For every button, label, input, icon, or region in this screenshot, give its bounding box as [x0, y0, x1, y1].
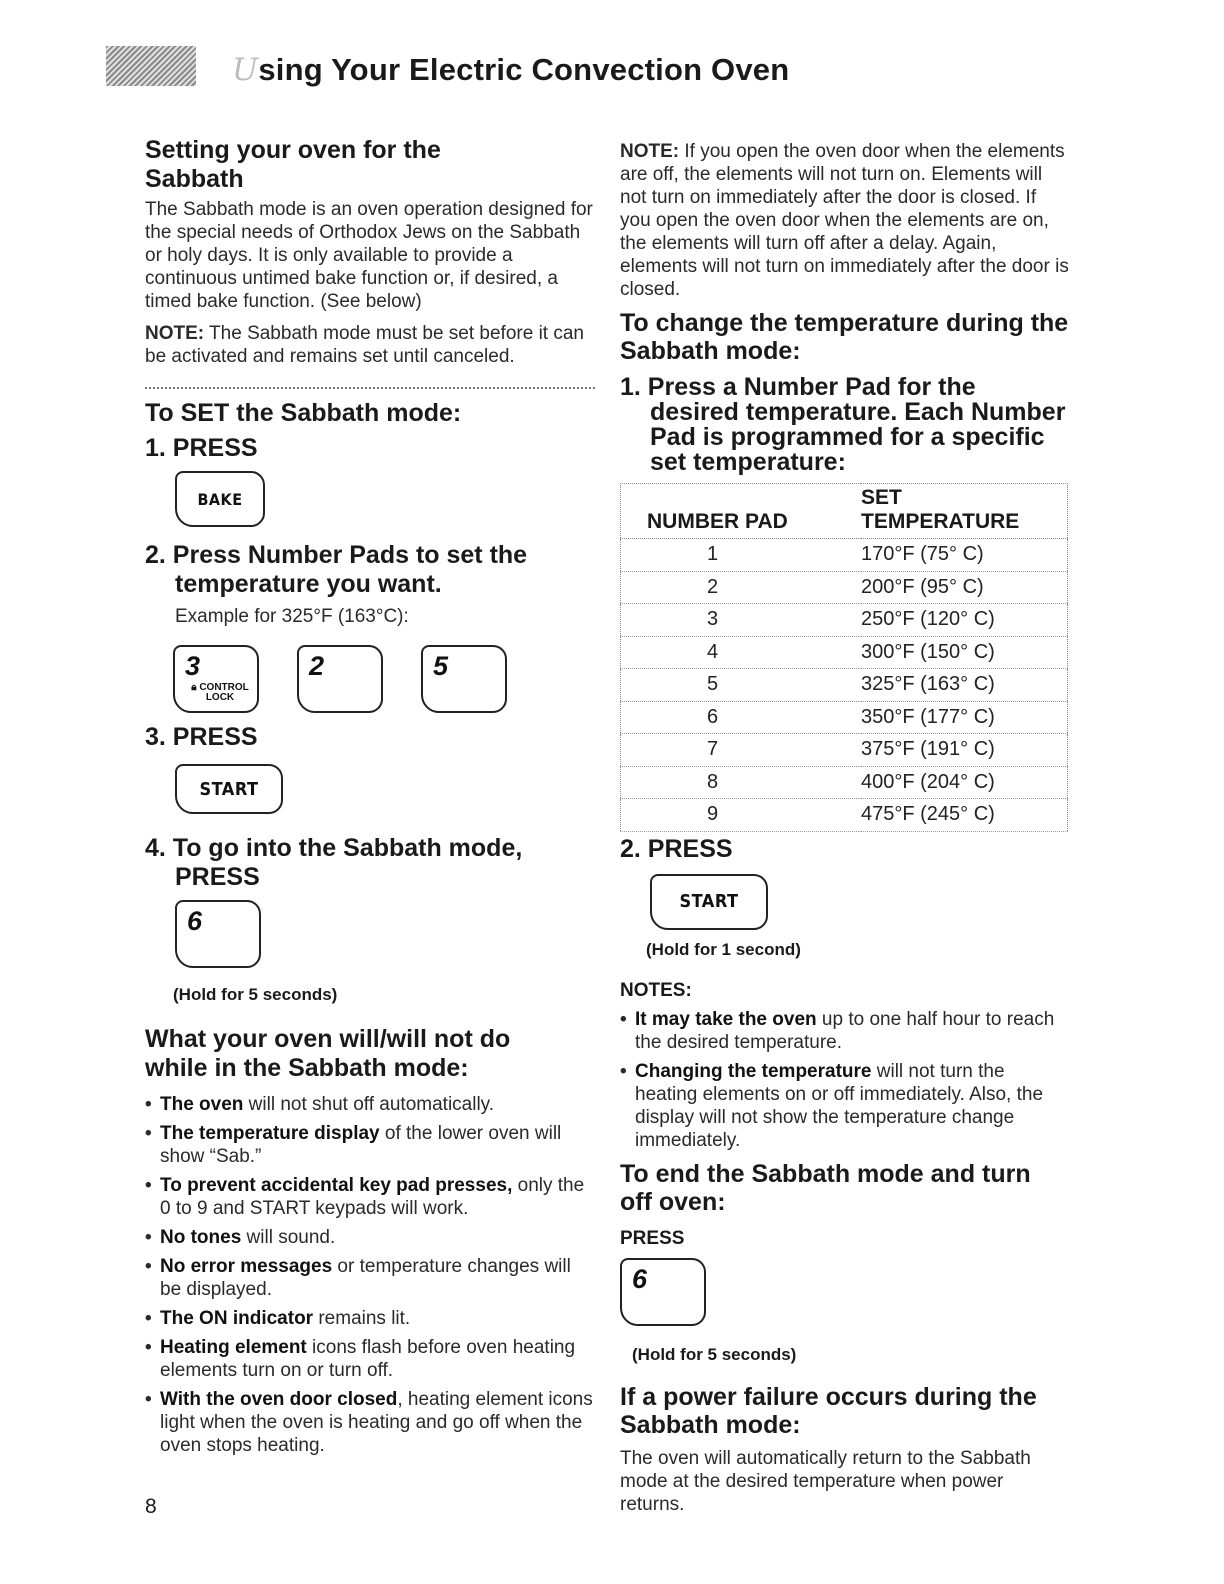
step-3: 3. PRESS — [145, 723, 258, 751]
change-step-2: 2. PRESS — [620, 834, 733, 863]
temperature-cell: 200°F (95° C) — [861, 571, 1068, 604]
table-header — [621, 484, 1068, 539]
door-note: NOTE: If you open the oven door when the elements are off, the elements will not turn on. Elements will not turn on immediately after the door is closed. If you open the oven door when the elements are on, the elements will turn off after a delay. Again, elements will not turn on immediately after the door is closed. — [620, 141, 1069, 300]
temperature-cell: 400°F (204° C) — [861, 766, 1068, 799]
temperature-cell: 250°F (120° C) — [861, 604, 1068, 637]
list-item: • No tones will sound. — [145, 1226, 595, 1249]
temperature-cell: 375°F (191° C) — [861, 734, 1068, 767]
list-item: • The ON indicator remains lit. — [145, 1307, 595, 1330]
table-row — [621, 734, 1068, 767]
will-heading: What your oven will/will not do while in the Sabbath mode: — [145, 1025, 511, 1082]
list-item: • The oven will not shut off automatically. — [145, 1093, 595, 1116]
number-pad-5: 5 — [421, 645, 507, 713]
page-number: 8 — [145, 1495, 157, 1518]
number-pad-cell: 8 — [621, 766, 862, 799]
number-pad-cell: 1 — [621, 539, 862, 572]
number-pad-cell: 6 — [621, 701, 862, 734]
page-title: Using Your Electric Convection Oven — [232, 52, 790, 88]
list-item: • Changing the temperature will not turn the heating elements on or off immediately. Also, the display will not show the temperature change immediately. — [620, 1060, 1070, 1152]
table-row — [621, 669, 1068, 702]
step-2: 2. Press Number Pads to set the temperature you want. — [145, 541, 528, 598]
control-lock-label: 🔒︎ CONTROL LOCK — [191, 682, 249, 703]
header-decoration — [106, 46, 196, 86]
step-1: 1. PRESS — [145, 434, 258, 462]
table-row — [621, 604, 1068, 637]
start-key-2: START — [650, 874, 768, 930]
number-pad-3: 3 🔒︎ CONTROL LOCK — [173, 645, 259, 713]
table-row — [621, 766, 1068, 799]
note-paragraph: NOTE: The Sabbath mode must be set before it can be activated and remains set until canceled. — [145, 323, 584, 367]
list-item: • Heating element icons flash before oven heating elements turn on or turn off. — [145, 1336, 595, 1382]
temperature-cell: 325°F (163° C) — [861, 669, 1068, 702]
step-4: 4. To go into the Sabbath mode, PRESS — [145, 834, 523, 891]
list-item: • No error messages or temperature changes will be displayed. — [145, 1255, 595, 1301]
temperature-cell: 170°F (75° C) — [861, 539, 1068, 572]
end-heading: To end the Sabbath mode and turn off oven: — [620, 1159, 1031, 1216]
number-pad-6: 6 — [175, 900, 261, 968]
hold-5-seconds-end: (Hold for 5 seconds) — [632, 1344, 797, 1364]
number-pad-cell: 2 — [621, 571, 862, 604]
temperature-cell: 350°F (177° C) — [861, 701, 1068, 734]
table-row — [621, 636, 1068, 669]
table-row — [621, 701, 1068, 734]
number-pad-cell: 5 — [621, 669, 862, 702]
sabbath-heading: Setting your oven for the Sabbath — [145, 136, 441, 193]
col-number-pad: NUMBER PAD — [621, 484, 862, 539]
set-heading: To SET the Sabbath mode: — [145, 399, 462, 427]
end-press: PRESS — [620, 1227, 685, 1249]
change-heading: To change the temperature during the Sabbath mode: — [620, 309, 1069, 365]
number-keys — [173, 645, 595, 713]
start-key: START — [175, 764, 283, 814]
number-pad-cell: 4 — [621, 636, 862, 669]
temperature-cell: 475°F (245° C) — [861, 799, 1068, 832]
notes-list — [620, 1008, 1070, 1152]
number-pad-cell: 7 — [621, 734, 862, 767]
notes-label: NOTES: — [620, 979, 692, 1001]
list-item: • To prevent accidental key pad presses, only the 0 to 9 and START keypads will work. — [145, 1174, 595, 1220]
table-row — [621, 539, 1068, 572]
hold-5-seconds: (Hold for 5 seconds) — [173, 985, 338, 1004]
temperature-cell: 300°F (150° C) — [861, 636, 1068, 669]
col-set-temperature: SET TEMPERATURE — [861, 484, 1068, 539]
table-row — [621, 571, 1068, 604]
section-divider — [145, 387, 595, 389]
list-item: • With the oven door closed, heating element icons light when the oven is heating and go off when the oven stops heating. — [145, 1388, 595, 1457]
number-pad-2: 2 — [297, 645, 383, 713]
list-item: • It may take the oven up to one half hour to reach the desired temperature. — [620, 1008, 1070, 1054]
table-row — [621, 799, 1068, 832]
sabbath-behavior-list — [145, 1093, 595, 1457]
bake-key: BAKE — [175, 471, 265, 527]
temperature-table — [620, 483, 1068, 832]
power-text: The oven will automatically return to the Sabbath mode at the desired temperature when power returns. — [620, 1447, 1031, 1515]
power-heading: If a power failure occurs during the Sabbath mode: — [620, 1382, 1037, 1439]
left-column — [145, 136, 595, 1463]
example-text: Example for 325°F (163°C): — [175, 606, 409, 627]
list-item: • The temperature display of the lower oven will show “Sab.” — [145, 1122, 595, 1168]
number-pad-cell: 3 — [621, 604, 862, 637]
number-pad-6-end: 6 — [620, 1258, 706, 1326]
right-column — [620, 140, 1070, 1516]
number-pad-cell: 9 — [621, 799, 862, 832]
sabbath-intro: The Sabbath mode is an oven operation designed for the special needs of Orthodox Jews on the Sabbath or holy days. It is only available to provide a continuous untimed bake function or, if desired, a timed bake function. (See below) — [145, 199, 593, 312]
hold-1-second: (Hold for 1 second) — [646, 939, 801, 959]
change-step-1: 1. Press a Number Pad for the desired temperature. Each Number Pad is programmed for a specific set temperature: — [620, 373, 1066, 476]
